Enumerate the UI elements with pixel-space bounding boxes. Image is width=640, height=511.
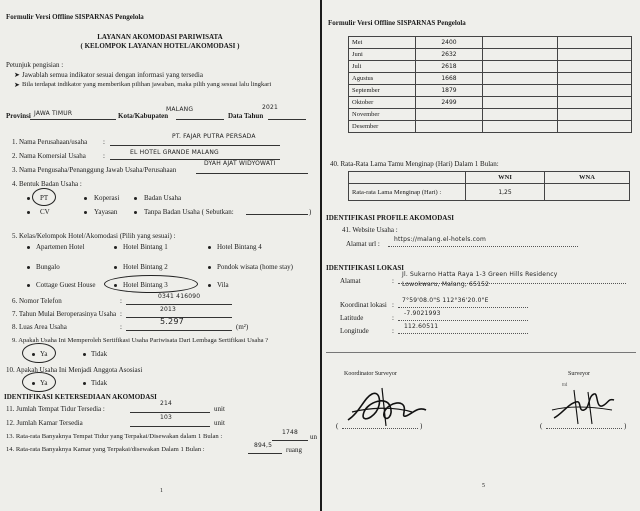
form-page-right: Formulir Versi Offline SISPARNAS Pengelola Mei 2400 Juni 2632 Juli 2618 Agustus 1668 September 1879 Oktober 2499 November Desember 40. Rata-Rata Lama Tamu Menginap (Hari) Dalam 1 Bulan: WNI WNA Rata-rata Lama Menginap (Hari) : 1,25 IDENTIFIKASI PROFILE AKOMODASI 41. Website Usaha : Alamat url : https://malang.el-hotels.com IDENTIFIKASI LOKASI Alamat : Jl. Sukarno Hatta Raya 1-3 Green Hills Residency Lowokwaru, Malang, 65152 Koordinat lokasi : 7°59'08.0"S 112°36'20.0"E Latitude : -7.9021993 Longitude : 112.60511 Koordinator Surveyor Surveyor ttd ( ) ( ) 5	[322, 0, 640, 511]
q13-label: 13. Rata-rata Banyaknya Tempat Tidur yang Terpakai/Disewakan dalam 1 Bulan :	[6, 433, 223, 440]
koordinator-label: Koordinator Surveyor	[344, 371, 397, 377]
q40-wni-value: 1,25	[466, 184, 545, 201]
q8-value: 5.297	[160, 317, 184, 326]
empty-cell	[483, 61, 558, 73]
alamat-url-label: Alamat url :	[346, 240, 380, 248]
empty-cell	[557, 121, 632, 133]
option-hotel-bintang-2: Hotel Bintang 2	[123, 263, 168, 271]
month-name: Agustus	[349, 73, 416, 85]
month-value	[416, 109, 483, 121]
latitude-value: -7.9021993	[404, 310, 441, 317]
empty-cell	[557, 73, 632, 85]
alamat-url-value: https://malang.el-hotels.com	[394, 236, 487, 243]
q2-label: 2. Nama Komersial Usaha	[12, 152, 86, 160]
q1-label: 1. Nama Perusahaan/usaha	[12, 138, 88, 146]
q12-value: 103	[160, 414, 173, 421]
month-name: Oktober	[349, 97, 416, 109]
arrow-icon: ➤	[14, 81, 20, 89]
option-hotel-bintang-4: Hotel Bintang 4	[217, 243, 262, 251]
month-row	[349, 121, 632, 133]
wni-header: WNI	[466, 172, 545, 184]
ttd-label: ttd	[562, 383, 568, 388]
alamat-line1: Jl. Sukarno Hatta Raya 1-3 Green Hills Residency	[402, 271, 558, 278]
q11-value: 214	[160, 400, 173, 407]
month-name: Mei	[349, 37, 416, 49]
month-row	[349, 97, 632, 109]
page-number: 5	[482, 483, 485, 489]
option-apartemen-hotel: Apartemen Hotel	[36, 243, 85, 251]
selected-circle	[104, 275, 198, 293]
month-row	[349, 109, 632, 121]
option-badan-usaha: Badan Usaha	[144, 194, 182, 202]
q6-label: 6. Nomor Telefon	[12, 297, 62, 305]
month-name: Juni	[349, 49, 416, 61]
month-value: 2618	[416, 61, 483, 73]
page-number: 1	[160, 488, 163, 494]
empty-cell	[483, 37, 558, 49]
option-yayasan: Yayasan	[94, 208, 118, 216]
q8-unit: (m²)	[236, 323, 249, 331]
month-row	[349, 85, 632, 97]
month-row	[349, 49, 632, 61]
empty-cell	[557, 85, 632, 97]
instruction-item: Bila terdapat indikator yang memberikan pilihan jawaban, maka pilih yang sesuai lalu lingkari	[22, 81, 272, 88]
arrow-icon: ➤	[14, 71, 20, 79]
monthly-table	[348, 36, 632, 133]
q7-value: 2013	[160, 306, 177, 313]
section-title: IDENTIFIKASI KETERSEDIAAN AKOMODASI	[4, 393, 157, 401]
kota-label: Kota/Kabupaten	[118, 112, 169, 120]
option-pt: PT	[40, 194, 49, 202]
empty-cell	[483, 73, 558, 85]
month-value: 2400	[416, 37, 483, 49]
unit-label: unit	[214, 405, 225, 413]
length-of-stay-table	[348, 171, 630, 201]
alamat-line2: Lowokwaru, Malang, 65152	[402, 281, 490, 288]
longitude-label: Longitude	[340, 327, 369, 335]
longitude-value: 112.60511	[404, 323, 439, 330]
q40-label: 40. Rata-Rata Lama Tamu Menginap (Hari) Dalam 1 Bulan:	[330, 160, 499, 168]
month-row	[349, 73, 632, 85]
option-hotel-bintang-3: Hotel Bintang 3	[123, 281, 168, 289]
latitude-label: Latitude	[340, 314, 364, 322]
empty-cell	[483, 49, 558, 61]
month-row	[349, 37, 632, 49]
month-name: November	[349, 109, 416, 121]
option-bungalo: Bungalo	[36, 263, 60, 271]
tahun-value: 2021	[262, 104, 279, 111]
koordinat-value: 7°59'08.0"S 112°36'20.0"E	[402, 297, 489, 304]
q13-value: 1748	[282, 429, 299, 436]
surveyor-signature	[548, 384, 618, 430]
tahun-label: Data Tahun	[228, 112, 264, 120]
form-header: Formulir Versi Offline SISPARNAS Pengelola	[6, 13, 144, 21]
q3-value: DYAH AJAT WIDYOWATI	[204, 160, 276, 167]
q2-value: EL HOTEL GRANDE MALANG	[130, 149, 219, 156]
empty-cell	[557, 37, 632, 49]
q5-label: 5. Kelas/Kelompok Hotel/Akomodasi (Pilih yang sesuai) :	[12, 232, 176, 240]
q14-label: 14. Rata-rata Banyaknya Kamar yang Terpakai/disewakan Dalam 1 Bulan :	[6, 446, 205, 453]
month-value: 1879	[416, 85, 483, 97]
month-name: September	[349, 85, 416, 97]
option-hotel-bintang-1: Hotel Bintang 1	[123, 243, 168, 251]
empty-cell	[557, 109, 632, 121]
q10-label: 10. Apakah Usaha Ini Menjadi Anggota Asosiasi	[6, 366, 143, 374]
instruction-item: Jawablah semua indikator sesuai dengan informasi yang tersedia	[22, 71, 203, 79]
option-koperasi: Koperasi	[94, 194, 120, 202]
q1-value: PT. FAJAR PUTRA PERSADA	[172, 133, 256, 140]
form-page-left: Formulir Versi Offline SISPARNAS Pengelola LAYANAN AKOMODASI PARIWISATA ( KELOMPOK LAYANAN HOTEL/AKOMODASI ) Petunjuk pengisian : ➤ Jawablah semua indikator sesuai dengan informasi yang tersedia ➤ Bila terdapat indikator yang memberikan pilihan jawaban, maka pilih yang sesuai lalu lingkari Provinsi JAWA TIMUR Kota/Kabupaten MALANG Data Tahun 2021 1. Nama Perusahaan/usaha : PT. FAJAR PUTRA PERSADA 2. Nama Komersial Usaha : EL HOTEL GRANDE MALANG 3. Nama Pengusaha/Penanggung Jawab Usaha/Perusahaan DYAH AJAT WIDYOWATI 4. Bentuk Badan Usaha : PT Koperasi Badan Usaha CV Yayasan Tanpa Badan Usaha ( Sebutkan: ) 5. Kelas/Kelompok Hotel/Akomodasi (Pilih yang sesuai) : Apartemen Hotel Hotel Bintang 1 Hotel Bintang 4 Bungalo Hotel Bintang 2 Pondok wisata (home stay) Cottage Guest House Hotel Bintang 3 Vila 6. Nomor Telefon : 0341 416090 7. Tahun Mulai Beroperasinya Usaha : 2013 8. Luas Area Usaha : 5.297 (m²) 9. Apakah Usaha Ini Memperoleh Sertifikasi Usaha Pariwisata Dari Lembaga Sertifikasi Usaha ? Ya Tidak 10. Apakah Usaha Ini Menjadi Anggota Asosiasi Ya Tidak IDENTIFIKASI KETERSEDIAAN AKOMODASI 11. Jumlah Tempat Tidur Tersedia : 214 unit 12. Jumlah Kamar Tersedia 103 unit 13. Rata-rata Banyaknya Tempat Tidur yang Terpakai/Disewakan dalam 1 Bulan : 1748 un 14. Rata-rata Banyaknya Kamar yang Terpakai/disewakan Dalam 1 Bulan : 894,5 ruang 1	[0, 0, 320, 511]
kota-value: MALANG	[166, 106, 194, 113]
q6-value: 0341 416090	[158, 293, 201, 300]
coordinator-signature	[342, 382, 432, 430]
provinsi-label: Provinsi	[6, 112, 31, 120]
empty-cell	[483, 121, 558, 133]
unit-label: unit	[214, 419, 225, 427]
empty-cell	[557, 97, 632, 109]
instruction-title: Petunjuk pengisian :	[6, 61, 64, 69]
q40-wna-value	[545, 184, 630, 201]
selected-circle	[32, 188, 56, 206]
month-name: Desember	[349, 121, 416, 133]
q41-label: 41. Website Usaha :	[342, 226, 398, 234]
q8-label: 8. Luas Area Usaha	[12, 323, 67, 331]
option-tanpa-badan-usaha: Tanpa Badan Usaha ( Sebutkan:	[144, 208, 234, 216]
q3-label: 3. Nama Pengusaha/Penanggung Jawab Usaha/Perusahaan	[12, 166, 177, 174]
option-vila: Vila	[217, 281, 229, 289]
section-profile: IDENTIFIKASI PROFILE AKOMODASI	[326, 214, 454, 222]
form-header: Formulir Versi Offline SISPARNAS Pengelola	[328, 19, 466, 27]
empty-cell	[483, 109, 558, 121]
month-value	[416, 121, 483, 133]
q4-label: 4. Bentuk Badan Usaha :	[12, 180, 82, 188]
koordinat-label: Koordinat lokasi	[340, 301, 387, 309]
provinsi-value: JAWA TIMUR	[34, 110, 73, 117]
form-subtitle: ( KELOMPOK LAYANAN HOTEL/AKOMODASI )	[80, 42, 240, 50]
month-name: Juli	[349, 61, 416, 73]
q9-label: 9. Apakah Usaha Ini Memperoleh Sertifikasi Usaha Pariwisata Dari Lembaga Sertifikasi Usaha ?	[12, 337, 269, 344]
q10-option-tidak: Tidak	[91, 379, 108, 387]
wna-header: WNA	[545, 172, 630, 184]
empty-cell	[557, 61, 632, 73]
month-row	[349, 61, 632, 73]
q9-option-ya: Ya	[40, 350, 48, 358]
month-value: 2499	[416, 97, 483, 109]
month-value: 2632	[416, 49, 483, 61]
q12-label: 12. Jumlah Kamar Tersedia	[6, 419, 83, 427]
alamat-label: Alamat	[340, 277, 361, 285]
q7-label: 7. Tahun Mulai Beroperasinya Usaha	[12, 310, 117, 318]
q11-label: 11. Jumlah Tempat Tidur Tersedia :	[6, 405, 105, 413]
empty-cell	[483, 85, 558, 97]
month-value: 1668	[416, 73, 483, 85]
empty-cell	[557, 49, 632, 61]
option-cottage-guest-house: Cottage Guest House	[36, 281, 96, 289]
selected-circle	[22, 372, 56, 392]
q14-value: 894,5	[254, 442, 273, 449]
q40-row-label: Rata-rata Lama Menginap (Hari) :	[349, 184, 466, 201]
option-pondok-wisata: Pondok wisata (home stay)	[217, 263, 294, 271]
surveyor-label: Surveyor	[568, 371, 590, 377]
selected-circle	[22, 343, 56, 363]
form-title: LAYANAN AKOMODASI PARIWISATA	[97, 33, 223, 41]
option-cv: CV	[40, 208, 50, 216]
section-lokasi: IDENTIFIKASI LOKASI	[326, 264, 404, 272]
empty-cell	[483, 97, 558, 109]
q10-option-ya: Ya	[40, 379, 48, 387]
q9-option-tidak: Tidak	[91, 350, 108, 358]
